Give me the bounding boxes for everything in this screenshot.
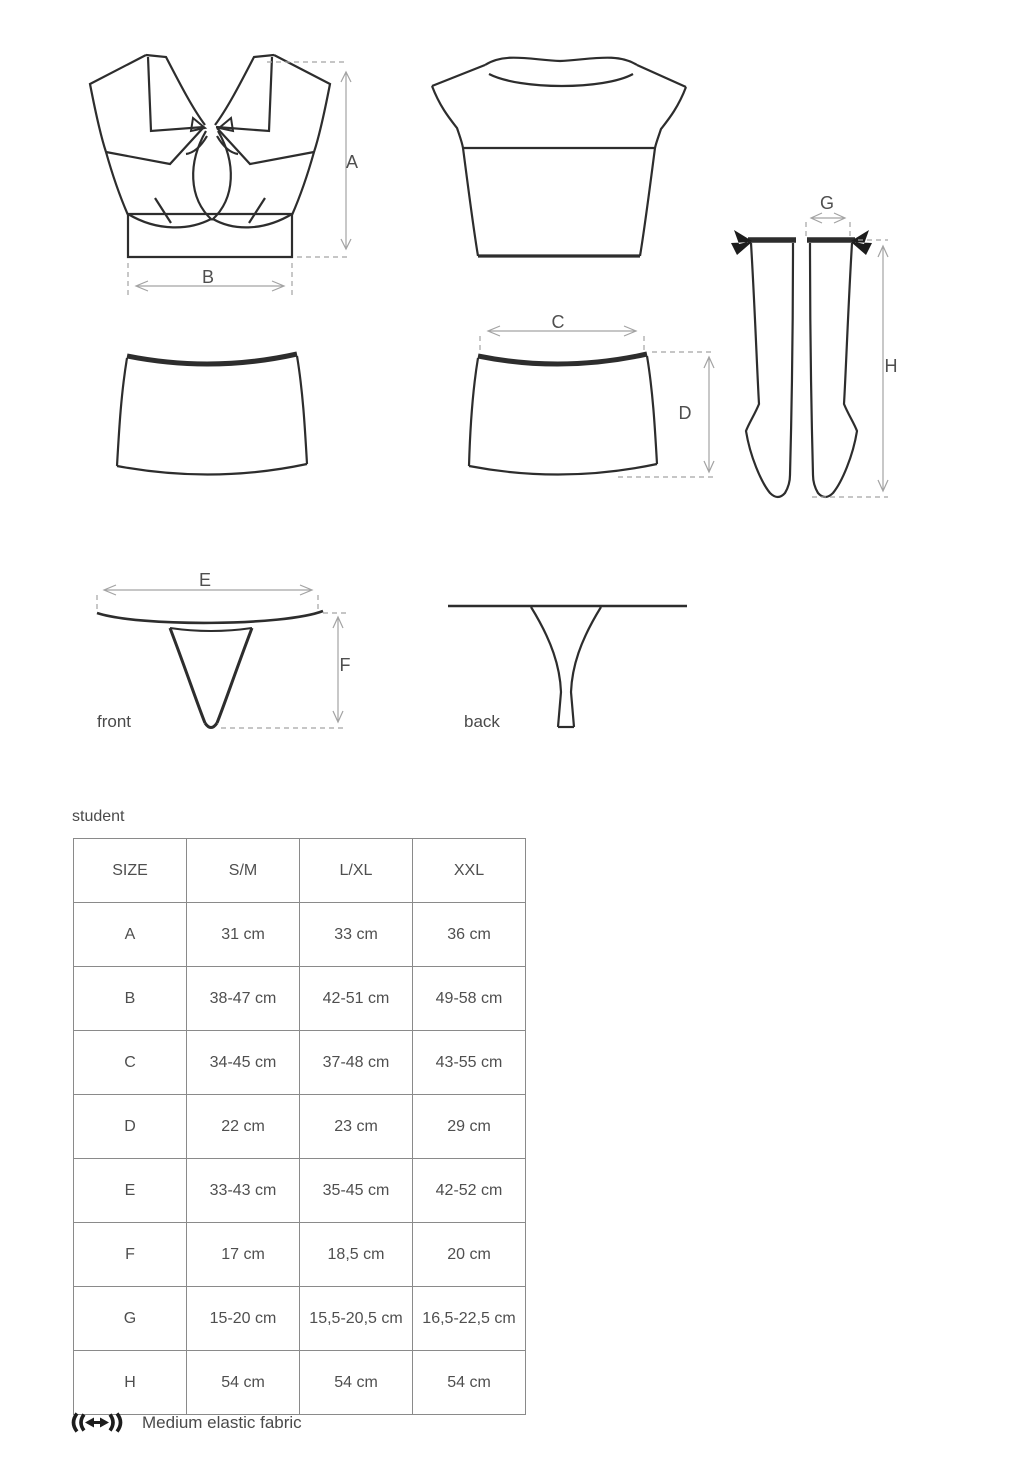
size-table-value-cell: 15,5-20,5 cm <box>300 1287 413 1351</box>
size-table-value-cell: 36 cm <box>413 903 526 967</box>
dim-label-a: A <box>345 152 359 172</box>
fabric-note-row <box>68 1412 302 1433</box>
size-table-value-cell: 54 cm <box>300 1351 413 1415</box>
size-table-column-header: L/XL <box>300 839 413 903</box>
panties-front-drawing <box>97 585 347 731</box>
size-table-column-header: XXL <box>413 839 526 903</box>
stockings-drawing <box>731 213 888 497</box>
fabric-note-text: Medium elastic fabric <box>142 1412 302 1432</box>
size-table-row-label: H <box>74 1351 187 1415</box>
size-table-row <box>74 1159 526 1223</box>
size-table-column-header: SIZE <box>74 839 187 903</box>
size-table-value-cell: 54 cm <box>413 1351 526 1415</box>
size-table-row <box>74 1031 526 1095</box>
size-table-row-label: B <box>74 967 187 1031</box>
size-table-row <box>74 1095 526 1159</box>
dim-label-e: E <box>198 570 212 590</box>
dimension-d-lines <box>618 352 714 477</box>
dim-label-h: H <box>884 356 898 376</box>
dim-label-f: F <box>339 655 351 675</box>
skirt-front-drawing <box>469 326 714 477</box>
size-table-value-cell: 29 cm <box>413 1095 526 1159</box>
size-table-value-cell: 15-20 cm <box>187 1287 300 1351</box>
size-table-value-cell: 20 cm <box>413 1223 526 1287</box>
dim-label-b: B <box>201 267 215 287</box>
size-table-value-cell: 17 cm <box>187 1223 300 1287</box>
size-table-value-cell: 37-48 cm <box>300 1031 413 1095</box>
size-table-row-label: A <box>74 903 187 967</box>
size-table-row <box>74 1287 526 1351</box>
size-table-value-cell: 23 cm <box>300 1095 413 1159</box>
stocking-bow-right <box>851 230 872 255</box>
size-table-value-cell: 18,5 cm <box>300 1223 413 1287</box>
size-table-value-cell: 31 cm <box>187 903 300 967</box>
skirt-back-drawing <box>117 354 307 475</box>
size-table-value-cell: 34-45 cm <box>187 1031 300 1095</box>
back-view-label: back <box>464 712 500 731</box>
size-table-value-cell: 22 cm <box>187 1095 300 1159</box>
size-table-row-label: G <box>74 1287 187 1351</box>
dim-label-c: C <box>551 312 565 332</box>
elasticity-stretch-icon <box>68 1412 126 1433</box>
size-table-body <box>74 903 526 1415</box>
size-table-row <box>74 1223 526 1287</box>
size-table-row-label: F <box>74 1223 187 1287</box>
size-table-row-label: C <box>74 1031 187 1095</box>
size-table-head-row <box>74 839 526 903</box>
size-table-value-cell: 49-58 cm <box>413 967 526 1031</box>
panties-back-drawing <box>448 606 687 727</box>
size-table-row <box>74 967 526 1031</box>
size-table-value-cell: 54 cm <box>187 1351 300 1415</box>
product-name: student <box>72 808 125 825</box>
size-table-value-cell: 42-52 cm <box>413 1159 526 1223</box>
size-table-value-cell: 35-45 cm <box>300 1159 413 1223</box>
size-table-value-cell: 33-43 cm <box>187 1159 300 1223</box>
stocking-bow-left <box>731 230 752 255</box>
size-table-value-cell: 33 cm <box>300 903 413 967</box>
dimension-g-lines <box>806 213 850 237</box>
size-table-row-label: E <box>74 1159 187 1223</box>
top-back-drawing <box>432 58 686 256</box>
size-table <box>73 838 526 1415</box>
top-front-drawing <box>90 55 351 295</box>
front-view-label: front <box>97 712 132 731</box>
dim-label-d: D <box>678 403 692 423</box>
size-table-value-cell: 16,5-22,5 cm <box>413 1287 526 1351</box>
size-table-row-label: D <box>74 1095 187 1159</box>
size-table-value-cell: 43-55 cm <box>413 1031 526 1095</box>
size-table-column-header: S/M <box>187 839 300 903</box>
size-table-value-cell: 38-47 cm <box>187 967 300 1031</box>
size-table-row <box>74 1351 526 1415</box>
size-table-value-cell: 42-51 cm <box>300 967 413 1031</box>
size-table-row <box>74 903 526 967</box>
dim-label-g: G <box>819 193 835 213</box>
